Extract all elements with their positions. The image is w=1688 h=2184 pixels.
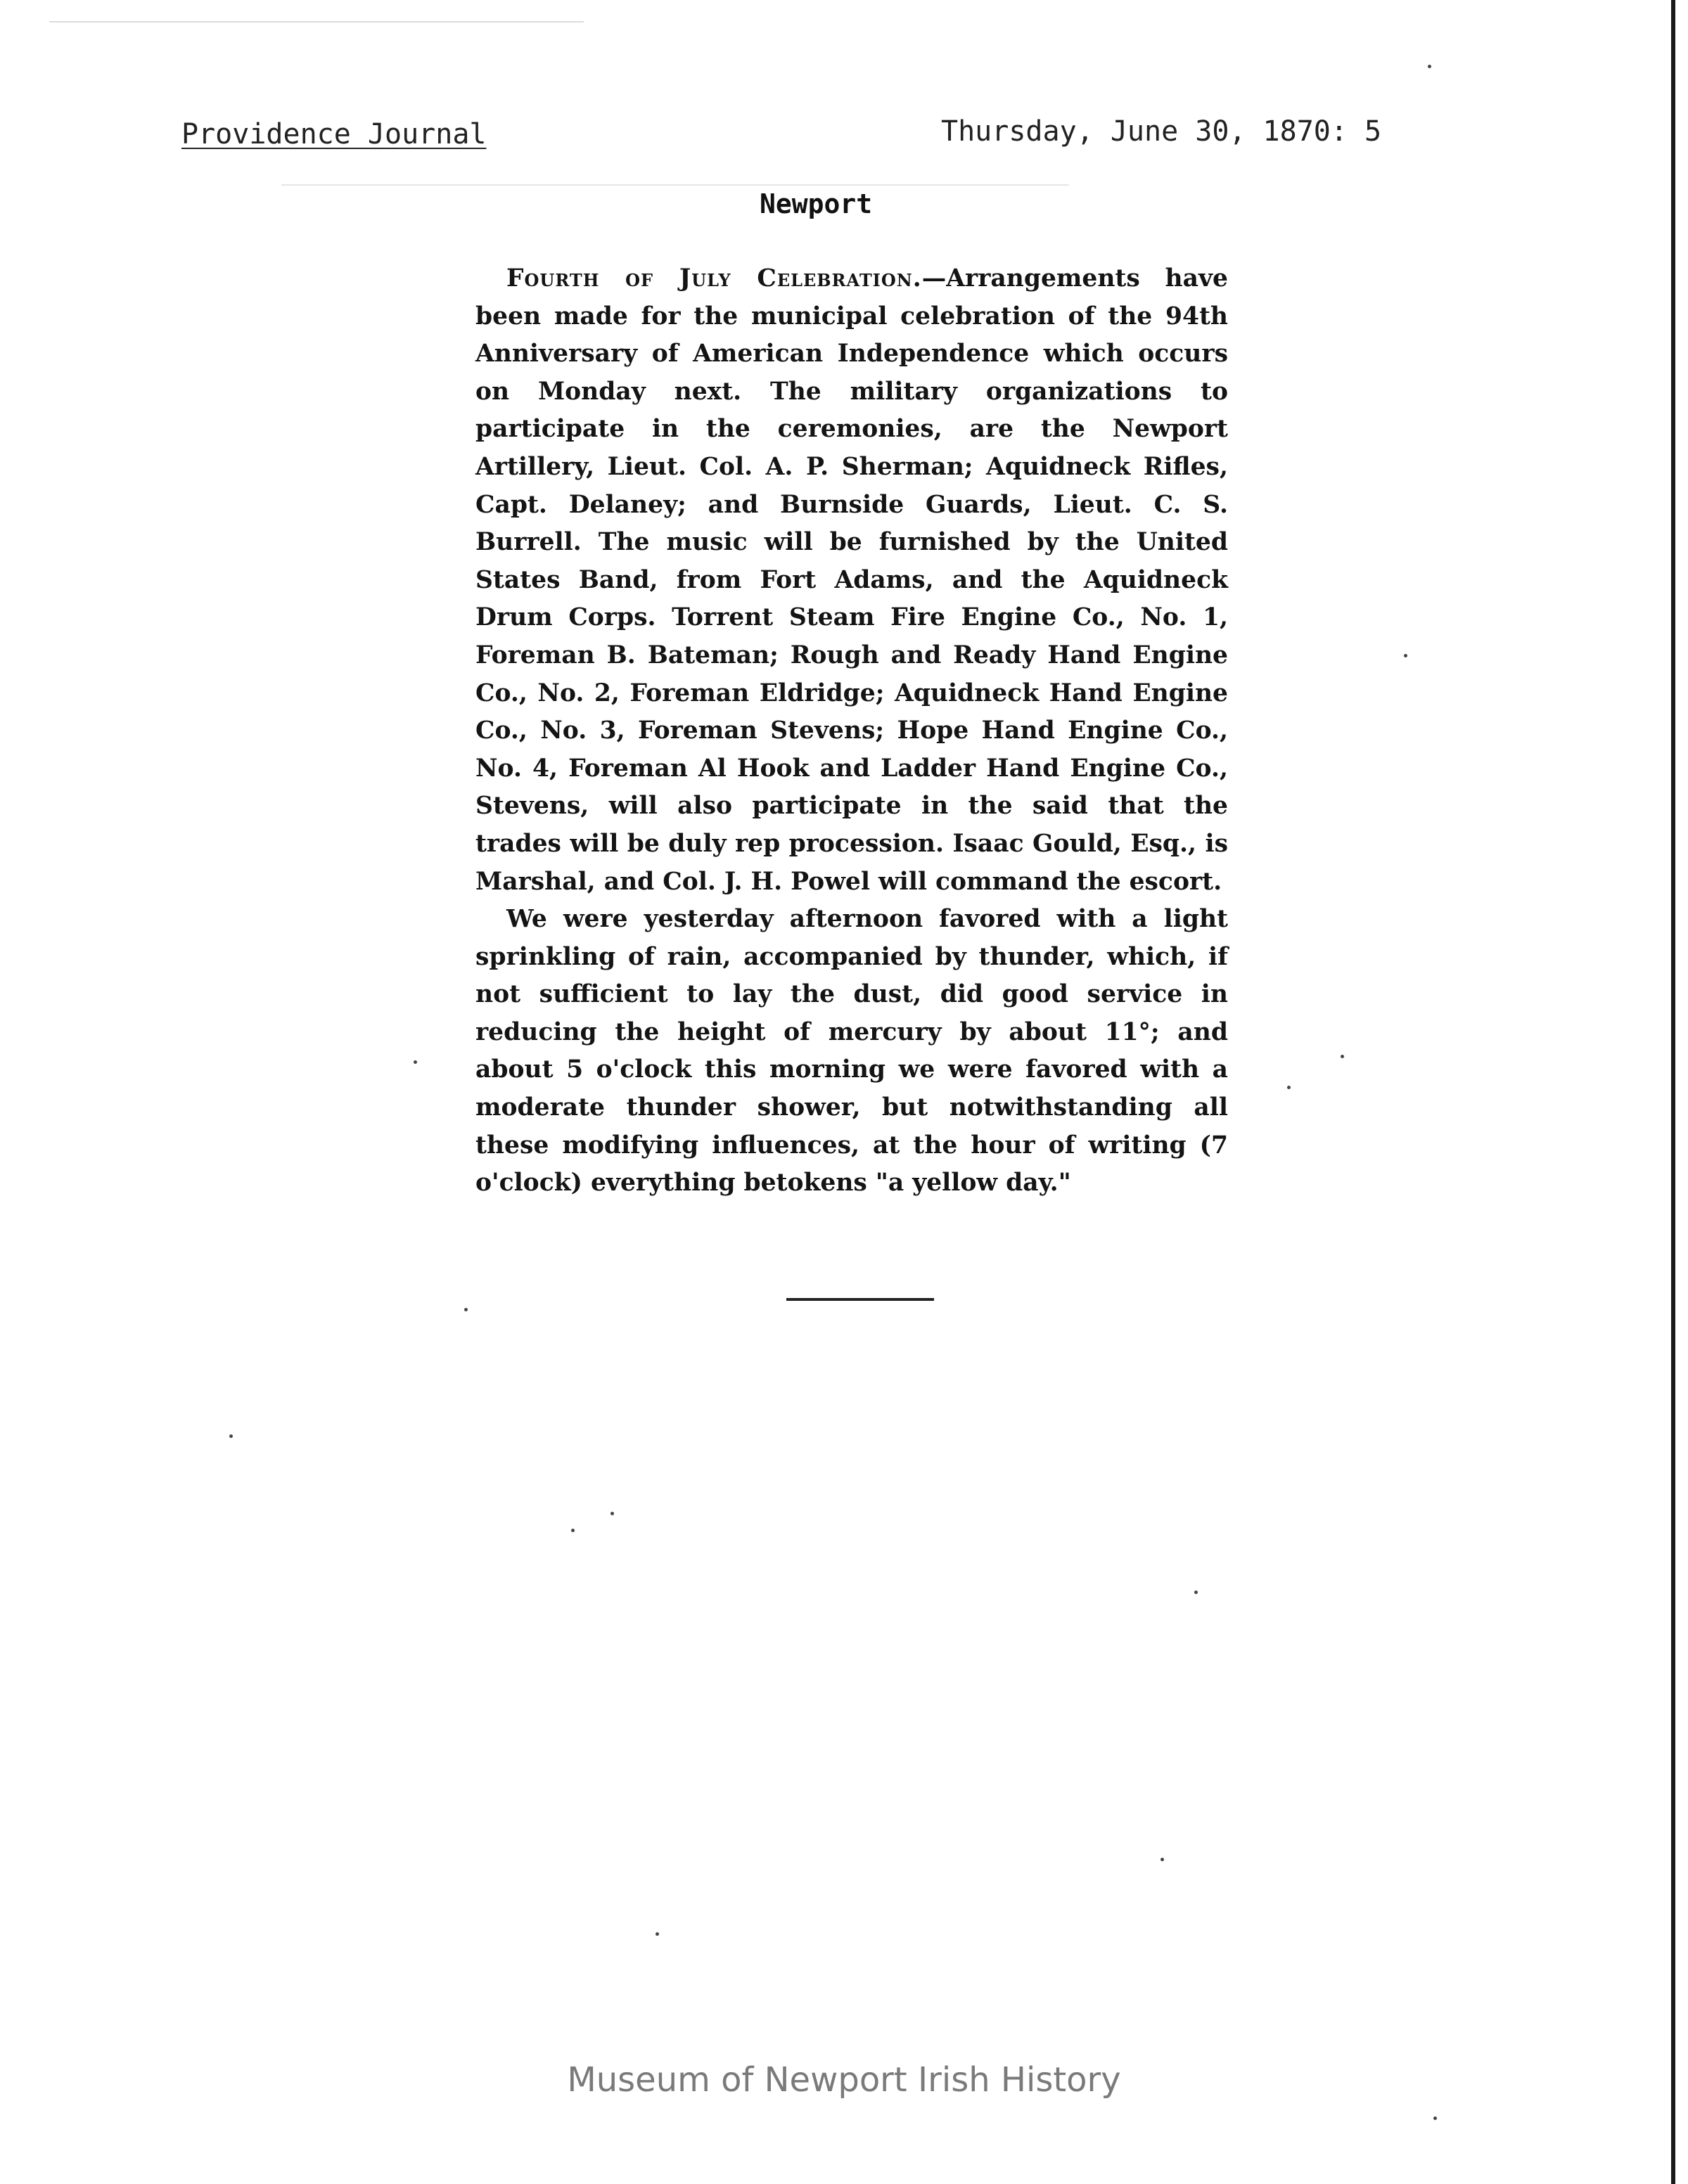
scan-noise-top xyxy=(49,21,584,23)
scan-speck xyxy=(1287,1086,1291,1089)
scan-speck xyxy=(229,1434,233,1438)
article-paragraph-2: We were yesterday afternoon favored with a light sprinkling of rain, accompanied by thunder, which, if not sufficient to lay the dust, did good service in reducing the height of mercury by about 11°; and about 5 o'clock this morning we were favored with a moderate thunder shower, but notwithstanding all these modifying influences, at the hour of writing (7 o'clock) everything betokens "a yellow day." xyxy=(475,905,1228,1197)
scan-speck xyxy=(656,1932,659,1936)
section-title: Newport xyxy=(760,188,873,219)
article-end-rule xyxy=(786,1298,934,1301)
scan-speck xyxy=(1433,2116,1437,2120)
scan-speck xyxy=(414,1060,417,1064)
scan-speck xyxy=(571,1529,575,1532)
scan-speck xyxy=(1194,1591,1198,1594)
article-paragraph-1 xyxy=(475,260,1228,901)
scan-page-edge xyxy=(1671,0,1675,2184)
publication-date: Thursday, June 30, 1870: 5 xyxy=(941,115,1382,148)
scan-speck xyxy=(1160,1858,1164,1861)
scan-speck xyxy=(464,1308,468,1311)
article-lead: Fourth of July Celebration. xyxy=(506,264,922,293)
article-paragraph-1-text: —Arrangements have been made for the municipal celebration of the 94th Anniversary of American Independence which occurs on Monday next. The military organizations to participate in the ceremonies, are the Newport Artillery, Lieut. Col. A. P. Sherman; Aquidneck Rifles, Capt. Delaney; and Burnside Guards, Lieut. C. S. Burrell. The music will be furnished by the United States Band, from Fort Adams, and the Aquidneck Drum Corps. Torrent Steam Fire Engine Co., No. 1, Foreman B. Bateman; Rough and Ready Hand Engine Co., No. 2, Foreman Eldridge; Aquidneck Hand Engine Co., No. 3, Foreman Stevens; Hope Hand Engine Co., No. 4, Foreman Al Hook and Ladder Hand Engine Co., Stevens, will also participate in the said that the trades will be duly rep procession. Isaac Gould, Esq., is Marshal, and Col. J. H. Powel will command the escort. xyxy=(475,264,1228,896)
watermark: Museum of Newport Irish History xyxy=(567,2060,1121,2100)
scan-speck xyxy=(1428,65,1431,68)
newspaper-source: Providence Journal xyxy=(181,118,487,150)
scan-noise-above-title xyxy=(281,184,1069,186)
scan-speck xyxy=(610,1512,614,1515)
newspaper-clipping xyxy=(475,260,1228,1202)
scan-speck xyxy=(1341,1055,1344,1058)
scan-speck xyxy=(1404,654,1407,657)
